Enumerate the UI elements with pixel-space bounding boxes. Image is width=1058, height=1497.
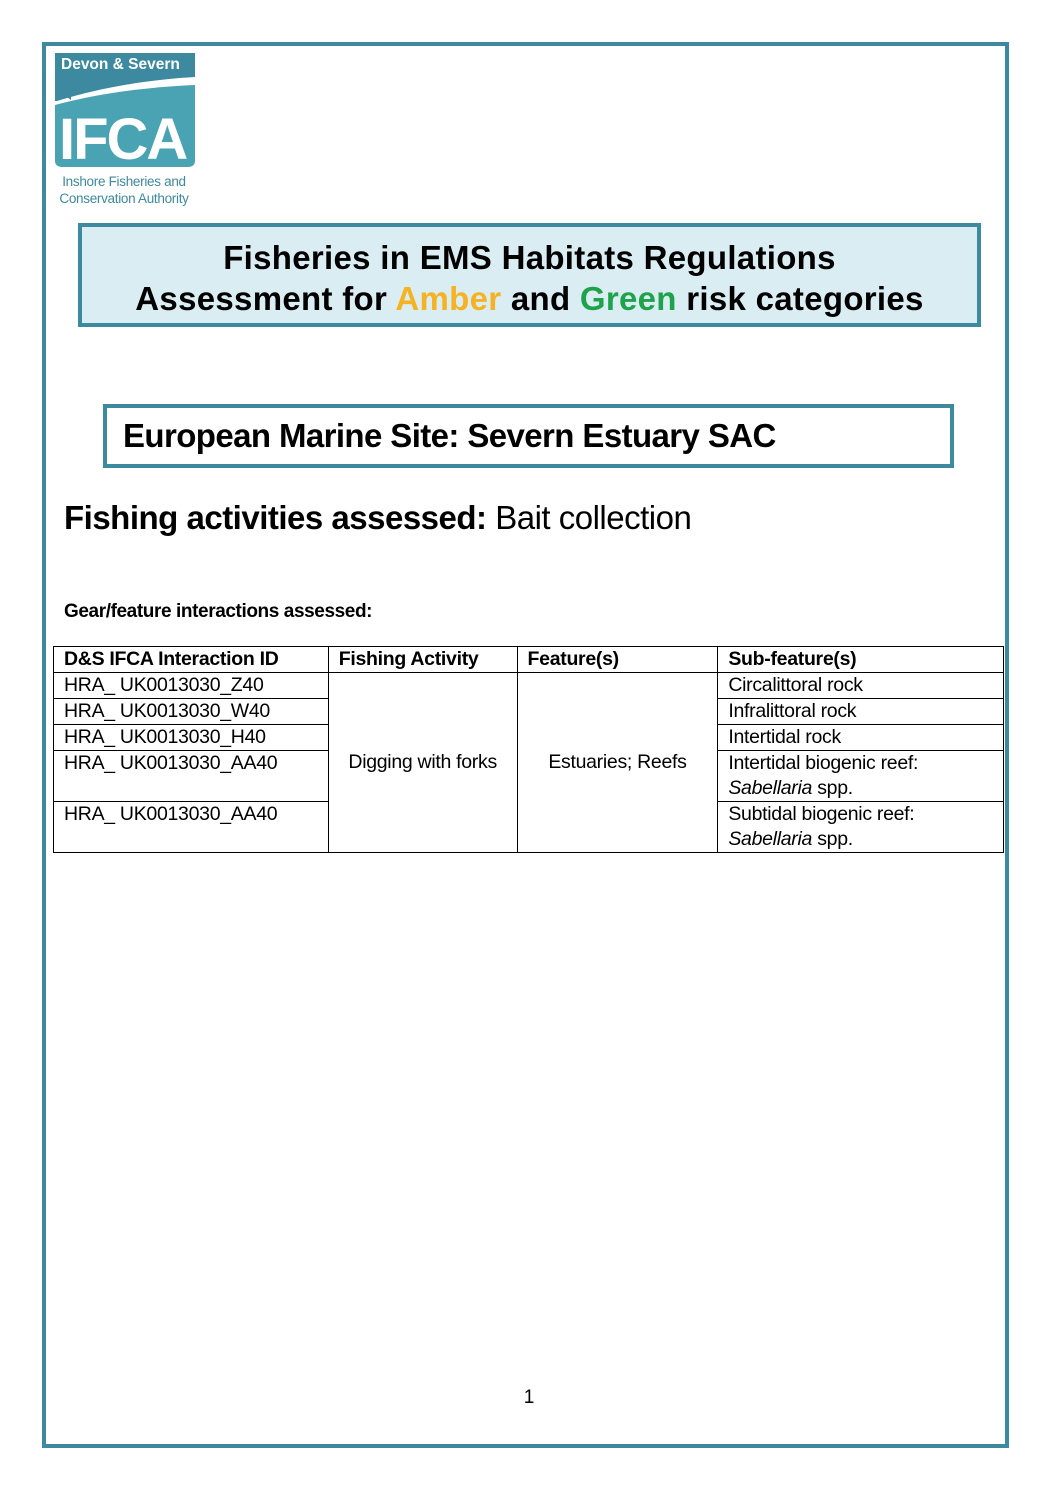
subfeature-cell: Circalittoral rock [718,673,1004,699]
subfeature-cell: Infralittoral rock [718,699,1004,725]
document-title [78,223,981,327]
page-number: 1 [523,1387,535,1408]
interaction-id: HRA_ UK0013030_W40 [54,699,329,725]
header-fishing-activity: Fishing Activity [328,647,517,673]
activities-value: Bait collection [486,499,692,536]
fishing-activities [64,497,691,539]
activities-label: Fishing activities assessed: [64,499,487,536]
logo-subtitle: Inshore Fisheries and Conservation Authority [59,174,189,206]
header-id: D&S IFCA Interaction ID [54,647,329,673]
interaction-id: HRA_ UK0013030_AA40 [54,802,329,853]
ifca-logo-mark [49,49,199,171]
header-subfeatures: Sub-feature(s) [718,647,1004,673]
svg-text:Devon & Severn: Devon & Severn [61,56,180,73]
gear-feature-label: Gear/feature interactions assessed: [64,601,373,622]
amber-category: Amber [395,280,502,317]
subfeature-cell: Intertidal biogenic reef: Sabellaria spp. [718,751,1004,802]
table-row [54,673,1004,699]
header-features: Feature(s) [517,647,718,673]
features-cell: Estuaries; Reefs [517,673,718,853]
green-category: Green [579,280,677,317]
interactions-table [53,646,1004,853]
subfeature-cell: Intertidal rock [718,725,1004,751]
title-line-2: Assessment for Amber and Green risk categories [135,280,924,317]
subfeature-cell: Subtidal biogenic reef: Sabellaria spp. [718,802,1004,853]
ifca-logo [49,49,199,211]
svg-text:IFCA: IFCA [59,107,187,171]
interaction-id: HRA_ UK0013030_Z40 [54,673,329,699]
interaction-id: HRA_ UK0013030_H40 [54,725,329,751]
table-header-row [54,647,1004,673]
interaction-id: HRA_ UK0013030_AA40 [54,751,329,802]
fishing-activity-cell: Digging with forks [328,673,517,853]
site-heading: European Marine Site: Severn Estuary SAC [103,404,954,468]
title-line-1: Fisheries in EMS Habitats Regulations [223,239,836,276]
